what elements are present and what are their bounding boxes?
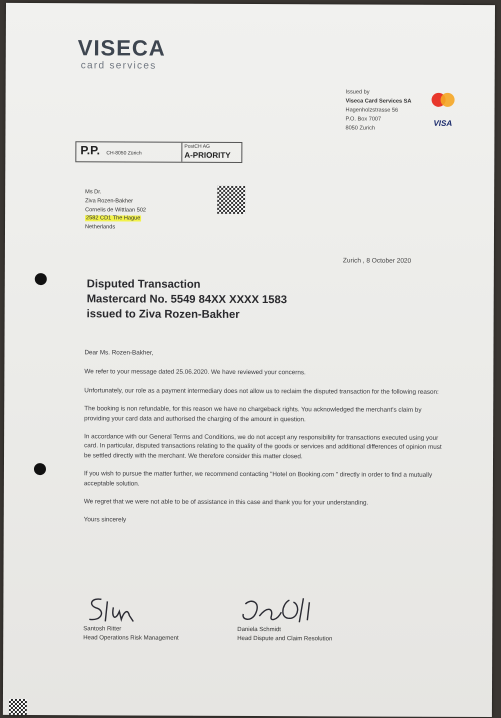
logo-tagline: card services: [80, 60, 157, 72]
mastercard-orange-circle: [441, 93, 455, 107]
signatory-2: [237, 594, 332, 643]
body-paragraph: If you wish to pursue the matter further, we recommend contacting "Hotel on Booking.com " directly in order to find a mutually acceptable solution.: [83, 470, 433, 488]
issuer-line: Issued by: [345, 89, 370, 96]
address-line: Ms Dr.: [85, 189, 102, 196]
issuer-line: Viseca Card Services SA: [345, 98, 412, 105]
punch-hole: [34, 463, 46, 475]
address-line: Cornelis de Wittlaan 502: [85, 206, 147, 214]
subject-line: Disputed Transaction: [86, 278, 201, 291]
viseca-logo: [78, 37, 166, 71]
subject-line: Mastercard No. 5549 84XX XXXX 1583: [86, 293, 287, 307]
logo-wordmark: VISECA: [77, 35, 166, 61]
signatory-title: Head Dispute and Claim Resolution: [237, 635, 333, 642]
body-paragraph: We refer to your message dated 25.06.2020. We have reviewed your concerns.: [84, 368, 306, 377]
address-line-highlighted: 2582 CD1 The Hague: [86, 215, 141, 222]
signature-ritter-icon: [83, 593, 153, 625]
signatory-1: [83, 593, 179, 642]
signatory-title: Head Operations Risk Management: [83, 634, 179, 642]
letter-page: [3, 3, 495, 717]
postage-box: [75, 141, 242, 163]
body-paragraph: The booking is non refundable, for this reason we have no chargeback rights. You acknowledged the merchant's claim by providing your card data and authorised the charging of the amount in question.: [84, 405, 422, 423]
body-paragraph: We regret that we were not able to be of assistance in this case and thank you for your understanding.: [83, 498, 369, 507]
subject-line: issued to Ziva Rozen-Bakher: [86, 308, 240, 321]
punch-hole: [35, 273, 47, 285]
signatory-name: Santosh Ritter: [83, 626, 122, 633]
postage-city: CH-8050 Zürich: [106, 150, 142, 157]
visa-logo: VISA: [433, 118, 453, 128]
corner-qr-code-icon: [9, 699, 27, 717]
address-line: Ziva Rozen-Bakher: [85, 198, 134, 205]
letter-subject: [87, 277, 287, 323]
issuer-line: 8050 Zurich: [345, 125, 376, 132]
issuer-line: Hagenholzstrasse 56: [345, 107, 399, 114]
postage-carrier: PostCH AG: [184, 143, 210, 150]
salutation: Dear Ms. Rozen-Bakher,: [84, 349, 154, 357]
issuer-line: P.O. Box 7007: [345, 116, 382, 123]
qr-code-icon: [217, 186, 245, 214]
letter-body: [84, 348, 445, 535]
recipient-address: [85, 188, 146, 232]
mastercard-logo-icon: [432, 93, 456, 107]
signatory-name: Daniela Schmidt: [237, 626, 281, 634]
body-paragraph: Unfortunately, our role as a payment intermediary does not allow us to reclaim the disputed transaction for the following reason:: [84, 387, 439, 396]
postage-pp: P.P.: [80, 143, 100, 158]
signature-schmidt-icon: [237, 594, 327, 626]
body-paragraph: In accordance with our General Terms and Conditions, we do not accept any responsibility for transactions executed using your card. In particular, disputed transactions relating to the quality of the goods or services and additional differences of opinion must be settled directly with the merchant. We therefore consider this matter closed.: [84, 433, 442, 461]
postage-priority: A-PRIORITY: [184, 150, 231, 160]
address-line: Netherlands: [85, 224, 116, 231]
letter-date: Zurich , 8 October 2020: [342, 257, 412, 265]
signature-block: [83, 593, 443, 655]
postage-divider: [181, 143, 182, 162]
issuer-block: [345, 88, 411, 133]
closing: Yours sincerely: [83, 516, 127, 524]
